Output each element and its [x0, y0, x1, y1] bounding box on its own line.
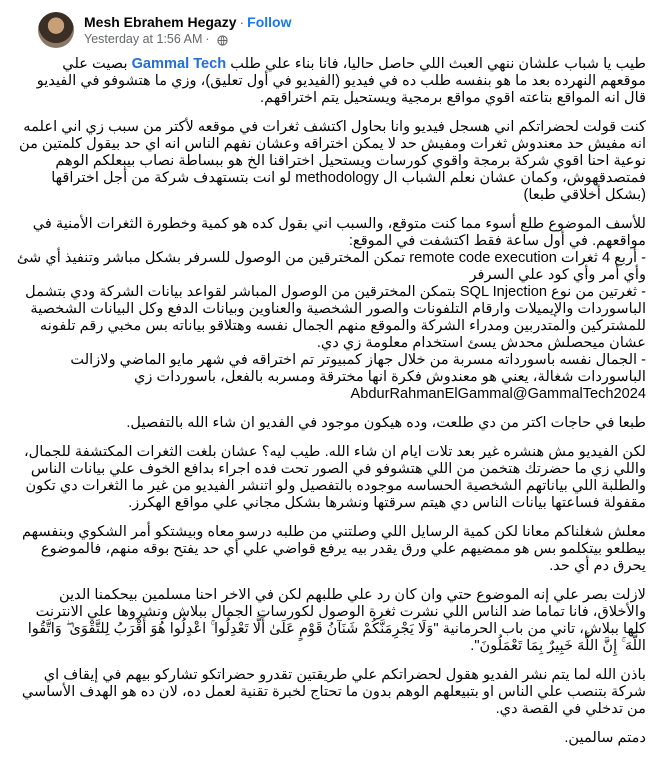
author-name[interactable]: Mesh Ebrahem Hegazy: [84, 14, 237, 30]
paragraph-9: دمتم سالمين.: [564, 730, 646, 746]
post-body: [16, 56, 648, 747]
p3-bullet-passwords: - الجمال نفسه باسورداته مسربة من خلال جهاز كمبيوتر تم اختراقه في شهر مايو الماضي ولازالت الباسوردات شغالة، يعني هو معندوش فكرة انها مخترقة ومسربه بالفعل، باسوردات زي: [70, 352, 646, 385]
p3-intro: للأسف الموضوع طلع أسوء مما كنت متوقع، والسبب اني بقول كده هو كمية وخطورة الثغرات الأمنية في مواقعهم. في أول ساعة فقط اكتشفت في الموقع:: [32, 216, 646, 249]
timestamp-separator: ·: [205, 32, 210, 46]
follow-button[interactable]: Follow: [247, 14, 292, 30]
globe-icon: [217, 34, 228, 45]
p1-text-a: طيب يا شباب علشان ننهي العبث اللي حاصل حاليا، فانا بناء علي طلب: [226, 56, 646, 72]
paragraph-6: معلش شغلناكم معانا لكن كمية الرسايل اللي وصلتني من طلبه درسو معاه وبيشتكو أمر الشكوي وبنفسهم بيطلعو بيتكلمو بس هو ممضيهم علي ورق يقدر بيه يرفع قواضي علي أي حد يفتح بوقه منهم، فالموضوع يحرق دم أي حد.: [21, 524, 646, 574]
name-separator: ·: [239, 14, 245, 30]
timestamp-line: [84, 31, 292, 47]
paragraph-5: لكن الفيديو مش هنشره غير بعد تلات ايام ان شاء الله. طيب ليه؟ عشان بلغت الثغرات المكتشفة للجمال، واللي زي ما حضرتك هتخمن من اللي هتشوفو في الصور تحت فده اجراء بدافع الخوف علي بيانات الناس والطلبة اللي بياناتهم الشخصية الحساسه موجوده بالتفصيل ولو اتنشر الفيديو من غير ما الثغرات دي تكون مقفولة فساعتها بيانات الناس دي هيتم سرقتها ونشرها بشكل مجاني علي مواقع الهكرز.: [23, 444, 646, 511]
author-avatar[interactable]: [38, 12, 74, 48]
paragraph-3: [16, 216, 646, 403]
p3-bullet-sqli: - ثغرتين من نوع SQL Injection بتمكن المخترقين من الوصول المباشر لقواعد بيانات الشركة ودي بتشمل الباسوردات والإيميلات وارقام التلفونات والصور الشخصية والعناوين وبيانات الدفع وكل البيانات الشخصية للمشتركين والمتدربين ومدراء الشركة والموقع منهم الجمال نفسه وهتلاقو بياناته بس مخبي رقم تلفونه عشان ميحصلش محدش يسئ استخدام معلومة زي دي.: [25, 284, 646, 351]
post-meta: [84, 13, 292, 47]
paragraph-7: لازلت بصر علي إنه الموضوع حتي وان كان رد علي طلبهم لكن في الاخر احنا مسلمين بيحكمنا الدين والأخلاق، فانا تماما ضد الناس اللي نشرت ثغرة الوصول لكورسات الجمال ببلاش ونشروها علي الانترنت كلها ببلاش، تاني من باب الحرمانية "وَلَا يَجْرِمَنَّكُمْ شَنَآنُ قَوْمٍ عَلَىٰ أَلَّا تَعْدِلُوا ۚ اعْدِلُوا هُوَ أَقْرَبُ لِلتَّقْوَىٰ ۖ وَاتَّقُوا اللَّهَ ۚ إِنَّ اللَّهَ خَبِيرٌ بِمَا تَعْمَلُونَ".: [27, 587, 646, 654]
leaked-password-text: AbdurRahmanElGammal@GammalTech2024: [350, 386, 646, 402]
post-timestamp[interactable]: Yesterday at 1:56 AM: [84, 32, 203, 46]
p1-text-b: بصيت علي موقعهم النهرده بعد ما هو بنفسه طلب ده في فيديو (الفيديو في أول تعليق)، وزي ما هتشوفو في الفيديو قال انه المواقع بتاعته اقوي مواقع برمجية ويستحيل يتم اختراقهم.: [36, 56, 646, 106]
paragraph-4: طبعا في حاجات اكتر من دي طلعت، وده هيكون موجود في الفديو ان شاء الله بالتفصيل.: [126, 415, 646, 431]
paragraph-2: كنت قولت لحضراتكم اني هسجل فيديو وانا بحاول اكتشف ثغرات في موقعه لأكتر من سبب زي اني اعلمه انه مفيش حد معندوش ثغرات ومفيش حد لا يمكن اختراقه وعشان نفهم الناس انه اي حد بيقول كلمتين من نوعية احنا اقوي شركة برمجة واقوي كورسات ويستحيل اختراقنا الخ هو ببساطة نصاب بيبعلكم الوهم فمتصدقهوش، وكمان عشان نعلم الشباب ال methodology لو انت بتستهدف شركة من أجل اختراقها (بشكل أخلاقي طبعا): [19, 119, 646, 203]
paragraph-1: [16, 56, 646, 107]
page-mention-link[interactable]: Gammal Tech: [131, 56, 227, 72]
author-line: [84, 13, 292, 31]
p3-bullet-rce: - أربع 4 ثغرات remote code execution تمكن المخترقين من الوصول للسرفر بشكل مباشر وتنفيذ أي شئ وأي أمر وأي كود علي السرفر: [16, 250, 646, 283]
paragraph-8: باذن الله لما يتم نشر الفديو هقول لحضراتكم علي طريقتين تقدرو حضراتكو تشاركو بيهم في إيقاف اي شركة بتنصب علي الناس او بتبيعلهم الوهم بدون ما تحتاج لخبرة تقنية لعمل ده، لان ده هو الهدف الأساسي من تدخلي في القصة دي.: [21, 667, 646, 717]
post-header: [16, 8, 648, 52]
